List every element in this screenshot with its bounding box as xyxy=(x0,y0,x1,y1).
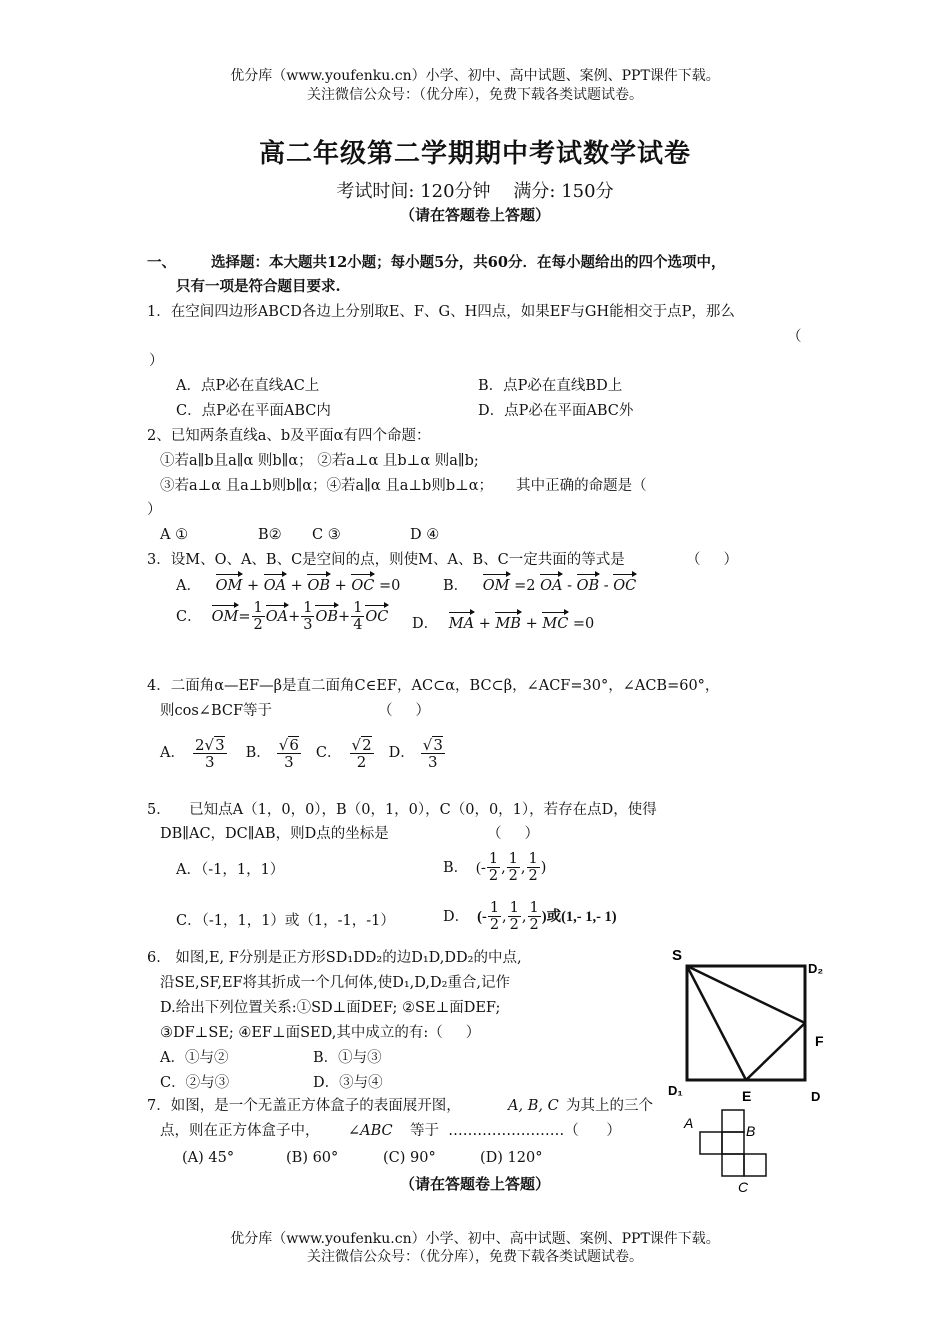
q4-option-c-value: $\frac{√2}{2}$ xyxy=(351,736,372,771)
label-s: S xyxy=(672,947,683,964)
op-plus: + xyxy=(246,578,260,594)
q6-option-b: B．①与③ xyxy=(313,1050,382,1066)
q4-d-label: D． xyxy=(388,745,415,761)
op-plus: + xyxy=(338,608,351,625)
line-ef xyxy=(746,1023,805,1080)
vec-oa: OA xyxy=(265,608,289,625)
q3-stem: 3．设M、O、A、B、C是空间的点，则使M、A、B、C一定共面的等式是 xyxy=(147,552,625,568)
q4-stem-1: 4．二面角α—EF—β是直二面角C∈EF，AC⊂α，BC⊂β，∠ACF=30°，∠ACB=60°， xyxy=(147,678,720,694)
q5-blank: （ ） xyxy=(487,826,540,842)
q2-stem: 2、已知两条直线a、b及平面α有四个命题： xyxy=(147,428,431,444)
q1-option-a: A．点P必在直线AC上 xyxy=(176,378,320,394)
q7-option-c: (C) 90° xyxy=(383,1150,436,1166)
q2-props-1-2: ①若a∥b且a∥α 则b∥α； ②若a⊥α 且b⊥α 则a∥b; xyxy=(160,453,479,469)
vec-ob: OB xyxy=(576,578,600,594)
square-outline xyxy=(687,966,805,1080)
q5-d-open: (- xyxy=(477,908,487,925)
q4-stem-2: 则cos∠BCF等于 xyxy=(160,703,273,719)
section-number: 一、 xyxy=(147,254,176,271)
line-sf xyxy=(687,966,805,1023)
fraction-half: $\frac{1}{2}$ xyxy=(253,600,263,633)
op-plus: + xyxy=(288,608,301,625)
q1-paren-close: ） xyxy=(149,353,164,369)
line-se xyxy=(687,966,746,1080)
q5-option-b xyxy=(443,851,546,884)
q3-option-b xyxy=(443,576,636,596)
fraction-half: $\frac{1}{2}$ xyxy=(489,900,500,933)
q4-blank: （ ） xyxy=(378,703,431,719)
q6-option-a: A．①与② xyxy=(160,1050,229,1066)
q5-option-c: C．（-1，1，1）或（1，-1，-1） xyxy=(176,913,395,929)
q7-line-2b: 等于 ……………………（ ） xyxy=(410,1123,621,1139)
comma: , xyxy=(502,908,507,925)
label-b: B xyxy=(746,1123,756,1139)
vec-ob: OB xyxy=(307,578,330,594)
q1-option-b: B．点P必在直线BD上 xyxy=(478,378,623,394)
q5-option-a: A．（-1，1，1） xyxy=(176,862,285,878)
q5-b-open: (- xyxy=(476,859,486,876)
q4-c-label: C． xyxy=(315,745,342,761)
fraction-third: $\frac{1}{3}$ xyxy=(303,600,313,633)
op-eq-zero: =0 xyxy=(572,616,595,632)
page-title: 高二年级第二学期期中考试数学试卷 xyxy=(258,139,691,169)
op-plus: + xyxy=(334,578,347,594)
section-heading-line-2: 只有一项是符合题目要求. xyxy=(176,278,341,295)
label-a: A xyxy=(684,1115,694,1131)
label-e: E xyxy=(742,1088,752,1104)
footer-line-1: 优分库（www.youfenku.cn）小学、初中、高中试题、案例、PPT课件下载。 xyxy=(230,1231,720,1247)
q7-line-2a: 点，则在正方体盒子中， xyxy=(160,1123,320,1139)
op-minus: - xyxy=(603,578,609,594)
q6-option-c: C．②与③ xyxy=(160,1075,230,1091)
q2-option-a: A ① xyxy=(160,527,189,543)
fraction-half: $\frac{1}{2}$ xyxy=(529,900,539,933)
net-square xyxy=(722,1110,744,1132)
vec-om: OM xyxy=(211,608,239,625)
fraction-half: $\frac{1}{2}$ xyxy=(528,851,538,884)
fraction-half: $\frac{1}{2}$ xyxy=(488,851,499,884)
q7-line-1b: 为其上的三个 xyxy=(566,1098,653,1114)
section-heading-line-1: 选择题：本大题共12小题；每小题5分，共60分．在每小题给出的四个选项中， xyxy=(211,254,726,271)
exam-info: 考试时间: 120分钟 满分: 150分 xyxy=(336,181,614,202)
q7-line-1a: 7．如图，是一个无盖正方体盒子的表面展开图， xyxy=(147,1098,461,1114)
fraction-quarter: $\frac{1}{4}$ xyxy=(353,600,363,633)
op-plus: + xyxy=(290,578,303,594)
op-minus: - xyxy=(567,578,572,594)
q2-option-c: C ③ xyxy=(312,527,341,543)
q3-b-label: B． xyxy=(443,578,469,594)
q3-blank: （ ） xyxy=(686,552,739,568)
header-line-1: 优分库（www.youfenku.cn）小学、初中、高中试题、案例、PPT课件下载。 xyxy=(230,68,720,84)
op-plus: + xyxy=(525,616,538,632)
label-c: C xyxy=(738,1179,749,1195)
q3-option-c xyxy=(176,600,388,633)
op-eq-zero: =0 xyxy=(378,578,401,594)
q6-line-4: ③DF⊥SE; ④EF⊥面SED,其中成立的有:（ ） xyxy=(160,1025,481,1041)
q4-a-label: A． xyxy=(160,745,185,761)
op-plus: + xyxy=(478,616,491,632)
q6-line-1: 6． 如图,E, F分别是正方形SD₁DD₂的边D₁D,DD₂的中点, xyxy=(147,950,522,966)
header-line-2: 关注微信公众号：（优分库），免费下载各类试题试卷。 xyxy=(307,87,643,103)
vec-ma: MA xyxy=(448,616,475,632)
comma: , xyxy=(521,908,527,925)
vec-om: OM xyxy=(215,578,243,594)
label-d2: D₂ xyxy=(808,961,824,976)
vec-oc: OC xyxy=(365,608,389,625)
vec-oa: OA xyxy=(540,578,563,594)
op-eq-two: =2 xyxy=(514,578,536,594)
q3-option-a xyxy=(176,576,400,596)
q4-options xyxy=(160,736,446,770)
op-eq: = xyxy=(238,608,251,625)
footer-line-2: 关注微信公众号：（优分库），免费下载各类试题试卷。 xyxy=(307,1249,643,1265)
net-square xyxy=(722,1132,744,1154)
label-d1: D₁ xyxy=(668,1083,683,1098)
q7-angle: ∠ABC xyxy=(348,1123,393,1139)
comma: , xyxy=(520,859,526,876)
q2-option-b: B② xyxy=(258,527,282,543)
q1-paren-open: （ xyxy=(787,329,802,345)
q5-stem-1: 5． 已知点A（1，0，0），B（0，1，0），C（0，0，1），若存在点D，使得 xyxy=(147,802,657,818)
vec-oa: OA xyxy=(263,578,287,594)
vec-mc: MC xyxy=(542,616,569,632)
q4-b-label: B． xyxy=(245,745,271,761)
q4-option-b-value: $\frac{√6}{3}$ xyxy=(278,736,299,771)
q7-option-a: (A) 45° xyxy=(182,1150,235,1166)
vec-om: OM xyxy=(482,578,510,594)
answer-note: （请在答题卷上答题） xyxy=(399,206,550,224)
q7-option-b: (B) 60° xyxy=(286,1150,339,1166)
q5-d-or: )或(1,- 1,- 1) xyxy=(541,908,617,925)
fraction-half: $\frac{1}{2}$ xyxy=(508,851,518,884)
net-square xyxy=(700,1132,722,1154)
q3-a-label: A． xyxy=(176,578,201,594)
answer-note-bottom: （请在答题卷上答题） xyxy=(399,1175,550,1193)
vec-oc: OC xyxy=(613,578,637,594)
q5-option-d xyxy=(443,900,617,933)
q2-props-3-4: ③若a⊥α 且a⊥b则b∥α；④若a∥α 且a⊥b则b⊥α； 其中正确的命题是（ xyxy=(160,478,647,494)
fraction-half: $\frac{1}{2}$ xyxy=(509,900,519,933)
q6-option-d: D．③与④ xyxy=(313,1075,383,1091)
q5-d-label: D． xyxy=(443,908,470,925)
q2-option-d: D ④ xyxy=(410,527,440,543)
vec-ob: OB xyxy=(315,608,339,625)
q7-option-d: (D) 120° xyxy=(480,1150,543,1166)
q2-paren-close: ） xyxy=(147,502,162,518)
q1-option-d: D．点P必在平面ABC外 xyxy=(478,403,634,419)
q6-line-2: 沿SE,SF,EF将其折成一个几何体,使D₁,D,D₂重合,记作 xyxy=(160,975,511,991)
q1-stem: 1．在空间四边形ABCD各边上分别取E、F、G、H四点，如果EF与GH能相交于点P，那么 xyxy=(147,304,735,320)
q5-b-label: B． xyxy=(443,859,469,876)
q3-option-d xyxy=(412,614,594,634)
label-d: D xyxy=(811,1089,821,1104)
q3-d-label: D． xyxy=(412,616,439,632)
vec-oc: OC xyxy=(351,578,375,594)
comma: , xyxy=(501,859,506,876)
q5-b-close: ) xyxy=(540,859,547,876)
vec-mb: MB xyxy=(495,616,521,632)
q6-line-3: D.给出下列位置关系:①SD⊥面DEF; ②SE⊥面DEF; xyxy=(160,1000,501,1016)
label-f: F xyxy=(815,1033,824,1049)
q4-option-a-value: $\frac{2√3}{3}$ xyxy=(194,736,225,771)
q1-option-c: C．点P必在平面ABC内 xyxy=(176,403,331,419)
q6-square-figure xyxy=(660,940,830,1110)
q5-stem-2: DB∥AC，DC∥AB，则D点的坐标是 xyxy=(160,826,389,842)
q7-points: A, B, C xyxy=(508,1098,559,1114)
q4-option-d-value: $\frac{√3}{3}$ xyxy=(422,736,443,771)
q3-c-label: C． xyxy=(176,608,202,625)
